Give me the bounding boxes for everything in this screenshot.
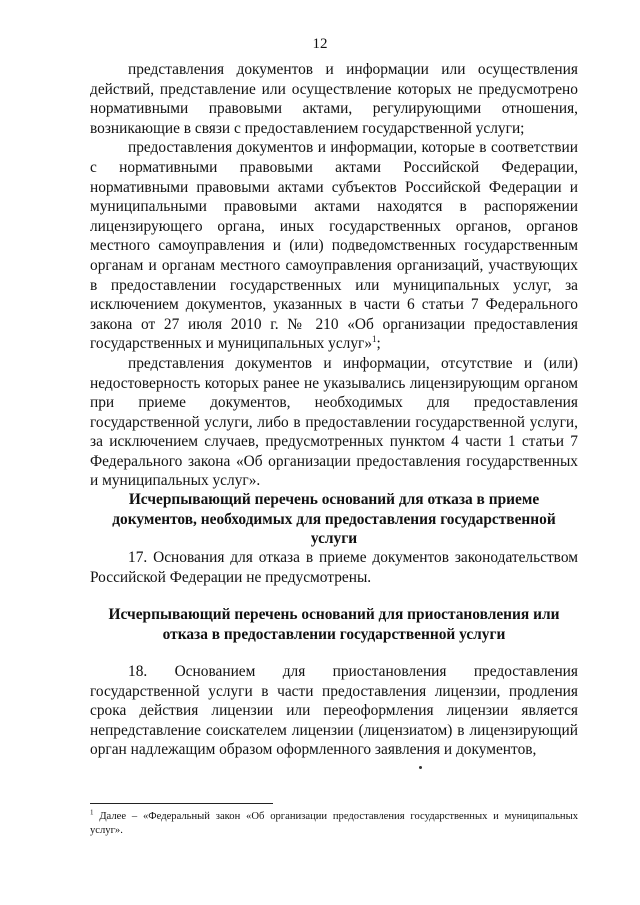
footnote-reference: 1 (372, 334, 377, 345)
clause-17 (90, 548, 578, 587)
paragraph-documents-not-indicated: представления документов и информации, отсутствие и (или) недостоверность которых ранее не указывались лицензирующим органом при приеме документов, необходимых для предоставления государственной услуги, либо в предоставлении государственной услуги, за исключением случаев, предусмотренных пунктом 4 части 1 статьи 7 Федерального закона «Об организации предоставления государственных и муниципальных услуг». (90, 354, 578, 490)
main-text (90, 60, 578, 491)
footnote-divider (90, 803, 273, 804)
paragraph-documents-in-possession (90, 138, 578, 354)
footnote-marker: 1 (90, 808, 94, 817)
paragraph-end-semicolon: ; (376, 335, 381, 353)
section-suspension-refusal (90, 605, 578, 644)
section-refusal-reception (90, 490, 578, 549)
footnote-text: Далее – «Федеральный закон «Об организации предоставления государственных и муниципальных услуг». (90, 811, 579, 836)
paragraph-documents-not-required: представления документов и информации или осуществления действий, представление или осуществление которых не предусмотрено нормативными правовыми актами, регулирующими отношения, возникающие в связи с предоставлением государственной услуги; (90, 61, 578, 137)
scan-speck (419, 766, 422, 769)
footnote (90, 810, 578, 838)
paragraph-18: 18. Основанием для приостановления предоставления государственной услуги в части предоставления лицензии, продления срока действия лицензии или переоформления лицензии является непредставление соискателем лицензии (лицензиатом) в лицензирующий орган надлежащим образом оформленного заявления и документов, (90, 663, 578, 759)
page-number: 12 (312, 36, 328, 52)
paragraph-17: 17. Основания для отказа в приеме документов законодательством Российской Федерации не предусмотрены. (90, 549, 578, 586)
clause-18 (90, 662, 578, 760)
section-heading-refusal-reception: Исчерпывающий перечень оснований для отказа в приеме документов, необходимых для предоставления государственной услуги (112, 491, 556, 548)
section-heading-suspension-refusal: Исчерпывающий перечень оснований для приостановления или отказа в предоставлении государственной услуги (108, 606, 560, 643)
paragraph-documents-in-possession-text: предоставления документов и информации, которые в соответствии с нормативными правовыми актами Российской Федерации, нормативными правовыми актами субъектов Российской Федерации и муниципальными правовыми актами находятся в распоряжении лицензирующего органа, иных государственных органов, органов местного самоуправления и (или) подведомственных государственным органам и органам местного самоуправления организаций, участвующих в предоставлении государственных или муниципальных услуг, за исключением документов, указанных в части 6 статьи 7 Федерального закона от 27 июля 2010 г. № 210 «Об организации предоставления государственных и муниципальных услуг» (90, 139, 578, 353)
